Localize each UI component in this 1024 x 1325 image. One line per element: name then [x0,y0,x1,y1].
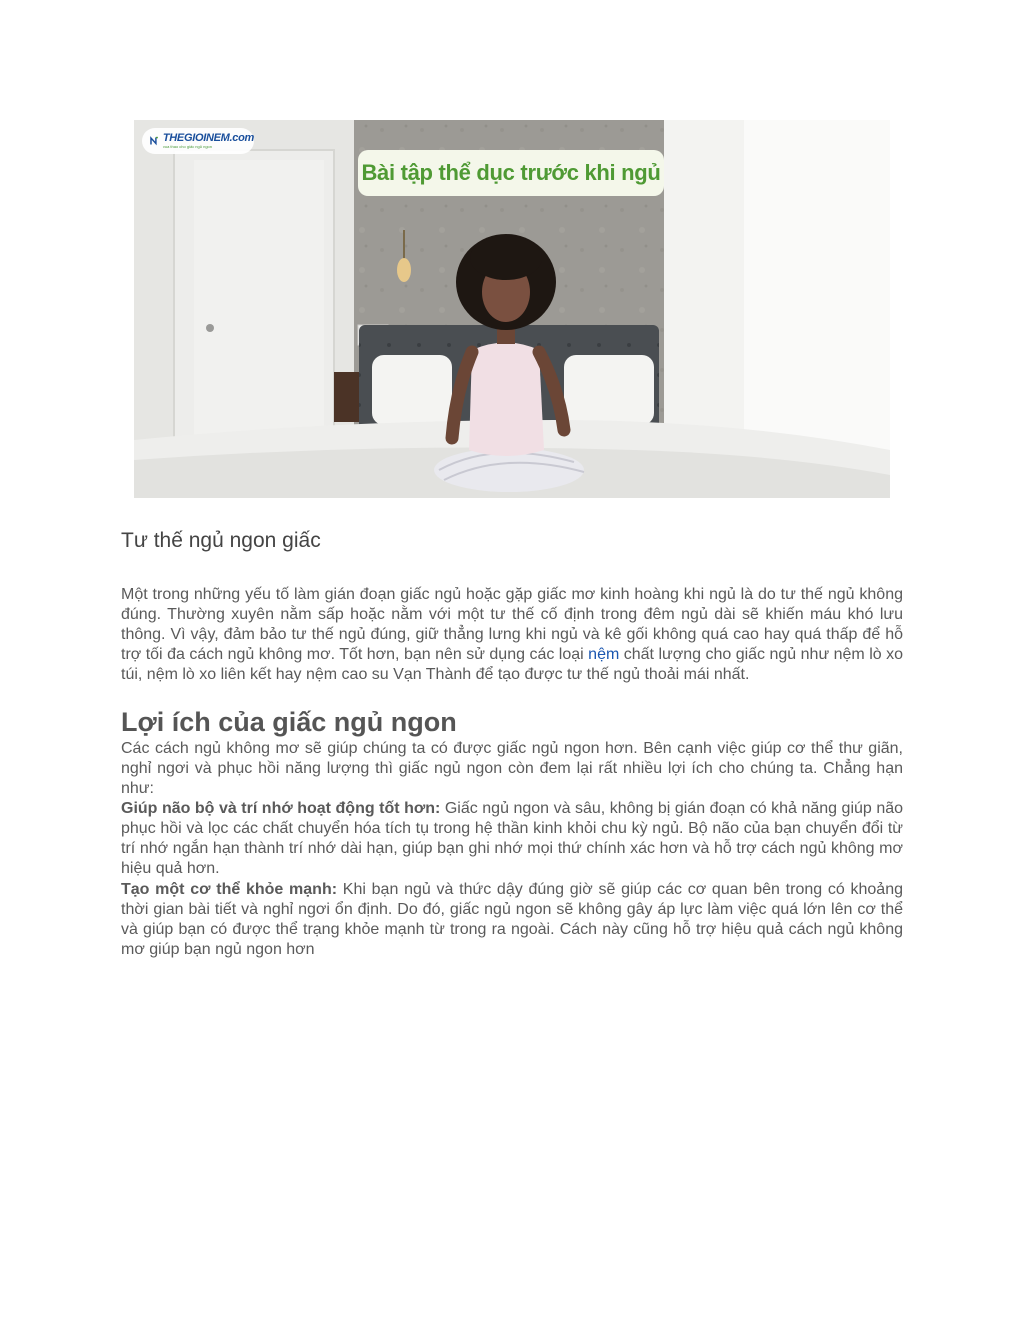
nem-link[interactable]: nệm [588,646,620,663]
hero-banner [358,150,664,196]
logo-name: THEGIOINEM.com [162,132,254,144]
hero-image [134,120,890,498]
paragraph1-after-link: chất lượng cho giấc ngủ như nệm lò xo túi, nệm lò xo liên kết hay nệm cao su Vạn Thành để tạo được tư thế ngủ thoải mái nhất. [121,646,903,683]
section-title: Tư thế ngủ ngon giấc [121,529,321,552]
benefits-heading: Lợi ích của giấc ngủ ngon [121,707,457,737]
logo-n-icon [150,132,159,150]
logo-tagline: vua thao cho giấc ngủ ngon [162,144,212,149]
benefit-body-title: Tạo một cơ thể khỏe mạnh: [121,881,338,898]
benefit-brain-title: Giúp não bộ và trí nhớ hoạt động tốt hơn: [121,800,441,817]
thegioinem-logo [142,128,254,154]
benefit-brain-text: Giấc ngủ ngon và sâu, không bị gián đoạn có khả năng giúp não phục hồi và lọc các chất chuyển hóa tích tụ trong hệ thần kinh khỏi chu kỳ ngủ. Bộ não của bạn chuyển đổi từ trí nhớ ngắn hạn thành trí nhớ dài hạn, giúp bạn ghi nhớ mọi thứ chính xác hơn và hỗ trợ cách ngủ không mơ hiệu quả hơn. [121,800,904,877]
hero-banner-text: Bài tập thể dục trước khi ngủ [361,160,661,185]
benefit-body-text: Khi bạn ngủ và thức dậy đúng giờ sẽ giúp các cơ quan bên trong có khoảng thời gian bài tiết và nghỉ ngơi ổn định. Do đó, giấc ngủ ngon sẽ không gây áp lực làm việc quá lớn lên cơ thể và giúp bạn có được thể trạng khỏe mạnh từ trong ra ngoài. Cách này cũng hỗ trợ hiệu quả cách ngủ không mơ giúp bạn ngủ ngon hơn [121,881,904,958]
paragraph-sleep-posture [121,585,903,685]
paragraph-benefits-intro: Các cách ngủ không mơ sẽ giúp chúng ta có được giấc ngủ ngon hơn. Bên cạnh việc giúp cơ thể thư giãn, nghỉ ngơi và phục hồi năng lượng thì giấc ngủ ngon còn đem lại rất nhiều lợi ích cho chúng ta. Chẳng hạn như: [121,740,903,797]
benefit-body [121,880,903,960]
benefit-brain [121,799,903,879]
paragraph1-before-link: Một trong những yếu tố làm gián đoạn giấc ngủ hoặc gặp giấc mơ kinh hoàng khi ngủ là do tư thế ngủ không đúng. Thường xuyên nằm sấp hoặc nằm với một tư thế cố định trong đêm ngủ dài sẽ khiến máu khó lưu thông. Vì vậy, đảm bảo tư thế ngủ đúng, giữ thẳng lưng khi ngủ và kê gối không quá cao hay quá thấp để hỗ trợ tối đa cách ngủ không mơ. Tốt hơn, bạn nên sử dụng các loại [121,586,903,663]
